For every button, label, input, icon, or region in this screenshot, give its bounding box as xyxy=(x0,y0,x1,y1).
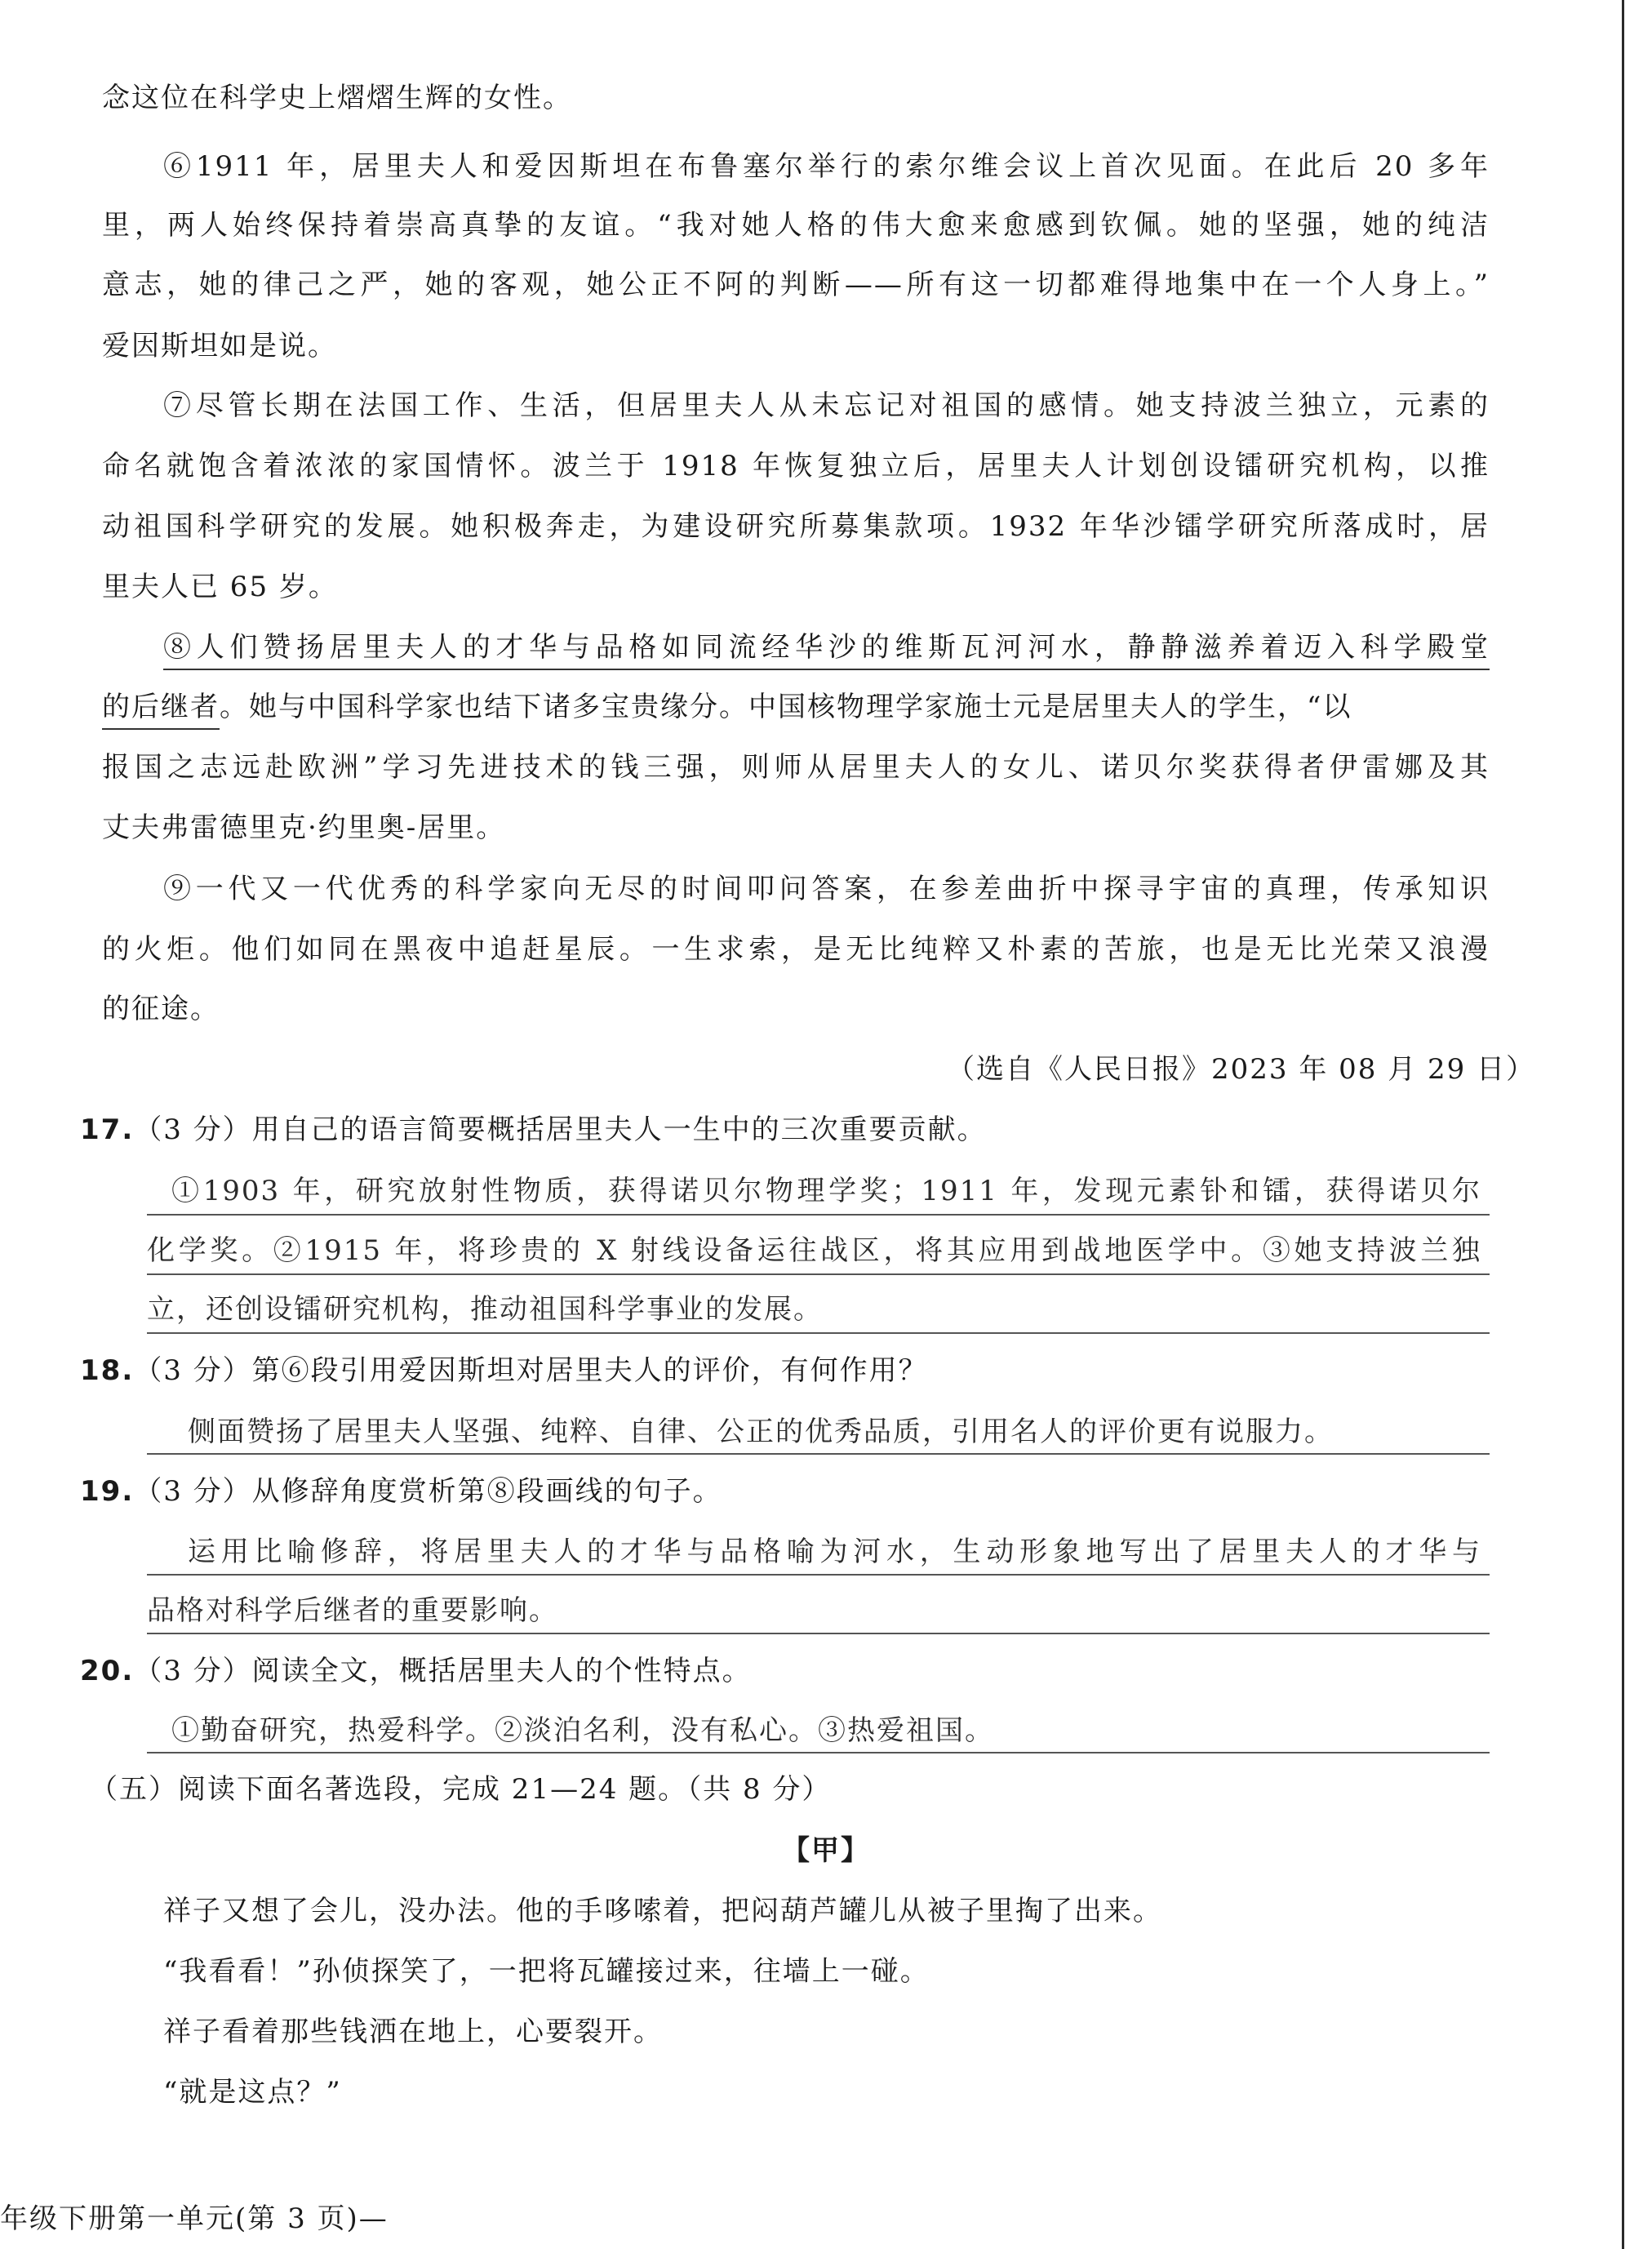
question-number: 19. xyxy=(80,1475,135,1508)
excerpt-line: 祥子又想了会儿，没办法。他的手哆嗦着，把闷葫芦罐儿从被子里掏了出来。 xyxy=(163,1895,1162,1927)
passage-text: 。她与中国科学家也结下诸多宝贵缘分。中国核物理学家施士元是居里夫人的学生，“以 xyxy=(220,691,1352,723)
question-prompt: （3 分）第⑥段引用爱因斯坦对居里夫人的评价，有何作用？ xyxy=(134,1354,928,1387)
answer-rule xyxy=(147,1214,1490,1216)
underlined-sentence: ⑧人们赞扬居里夫人的才华与品格如同流经华沙的维斯瓦河河水，静静滋养着迈入科学殿堂 xyxy=(163,631,1490,670)
passage-line: ⑦尽管长期在法国工作、生活，但居里夫人从未忘记对祖国的感情。她支持波兰独立，元素的 xyxy=(163,389,1490,422)
question-20 xyxy=(80,1655,752,1687)
answer-rule xyxy=(147,1633,1490,1634)
question-17 xyxy=(80,1113,987,1146)
excerpt-line: “就是这点？” xyxy=(163,2076,342,2109)
question-number: 20. xyxy=(80,1655,135,1687)
passage-line: 念这位在科学史上熠熠生辉的女性。 xyxy=(102,82,572,114)
section-heading: （五）阅读下面名著选段，完成 21—24 题。（共 8 分） xyxy=(90,1773,832,1806)
question-number: 17. xyxy=(80,1113,135,1146)
question-18 xyxy=(80,1354,928,1387)
answer-rule xyxy=(147,1574,1490,1576)
passage-line: 动祖国科学研究的发展。她积极奔走，为建设研究所募集款项。1932 年华沙镭学研究所落成时，居 xyxy=(102,510,1490,543)
passage-line: 里夫人已 65 岁。 xyxy=(102,571,338,603)
passage-line: 报国之志远赴欧洲”学习先进技术的钱三强，则师从居里夫人的女儿、诺贝尔奖获得者伊雷娜及其 xyxy=(102,751,1490,784)
question-number: 18. xyxy=(80,1354,135,1387)
answer-line: ①勤奋研究，热爱科学。②淡泊名利，没有私心。③热爱祖国。 xyxy=(171,1714,994,1747)
answer-rule xyxy=(147,1453,1490,1455)
answer-line: ①1903 年，研究放射性物质，获得诺贝尔物理学奖；1911 年，发现元素钋和镭，获得诺贝尔 xyxy=(171,1175,1481,1207)
passage-line: 丈夫弗雷德里克·约里奥-居里。 xyxy=(102,811,506,844)
question-19 xyxy=(80,1475,722,1508)
excerpt-label: 【甲】 xyxy=(782,1834,870,1867)
passage-line: ⑥1911 年，居里夫人和爱因斯坦在布鲁塞尔举行的索尔维会议上首次见面。在此后 20 多年 xyxy=(163,150,1490,183)
answer-line: 化学奖。②1915 年，将珍贵的 X 射线设备运往战区，将其应用到战地医学中。③她支持波兰独 xyxy=(147,1234,1481,1267)
excerpt-line: 祥子看着那些钱洒在地上，心要裂开。 xyxy=(163,2016,663,2048)
passage-line: 意志，她的律己之严，她的客观，她公正不阿的判断——所有这一切都难得地集中在一个人身上。” xyxy=(102,269,1490,301)
underlined-sentence-end: 的后继者 xyxy=(102,691,220,730)
answer-rule xyxy=(147,1752,1490,1753)
page-edge-rule xyxy=(1622,0,1624,2249)
passage-line: 里，两人始终保持着崇高真挚的友谊。“我对她人格的伟大愈来愈感到钦佩。她的坚强，她的纯洁 xyxy=(102,209,1490,242)
source-citation: （选自《人民日报》2023 年 08 月 29 日） xyxy=(947,1053,1536,1086)
passage-line: 爱因斯坦如是说。 xyxy=(102,330,337,362)
passage-line: 的征途。 xyxy=(102,993,220,1025)
page-footer: 年级下册第一单元(第 3 页)— xyxy=(0,2202,389,2235)
answer-rule xyxy=(147,1332,1490,1334)
passage-line: 的火炬。他们如同在黑夜中追赶星辰。一生求索，是无比纯粹又朴素的苦旅，也是无比光荣又浪漫 xyxy=(102,933,1490,966)
passage-line: ⑨一代又一代优秀的科学家向无尽的时间叩问答案，在参差曲折中探寻宇宙的真理，传承知识 xyxy=(163,873,1490,905)
answer-line: 运用比喻修辞，将居里夫人的才华与品格喻为河水，生动形象地写出了居里夫人的才华与 xyxy=(188,1536,1481,1568)
question-prompt: （3 分）阅读全文，概括居里夫人的个性特点。 xyxy=(134,1655,752,1687)
question-prompt: （3 分）用自己的语言简要概括居里夫人一生中的三次重要贡献。 xyxy=(134,1113,987,1146)
answer-line: 侧面赞扬了居里夫人坚强、纯粹、自律、公正的优秀品质，引用名人的评价更有说服力。 xyxy=(188,1416,1334,1448)
passage-line xyxy=(102,691,1490,723)
question-prompt: （3 分）从修辞角度赏析第⑧段画线的句子。 xyxy=(134,1475,722,1508)
answer-line: 品格对科学后继者的重要影响。 xyxy=(147,1594,558,1627)
passage-line: 命名就饱含着浓浓的家国情怀。波兰于 1918 年恢复独立后，居里夫人计划创设镭研究机构，以推 xyxy=(102,450,1490,482)
answer-rule xyxy=(147,1273,1490,1275)
answer-line: 立，还创设镭研究机构，推动祖国科学事业的发展。 xyxy=(147,1293,823,1326)
excerpt-line: “我看看！”孙侦探笑了，一把将瓦罐接过来，往墙上一碰。 xyxy=(163,1955,930,1988)
